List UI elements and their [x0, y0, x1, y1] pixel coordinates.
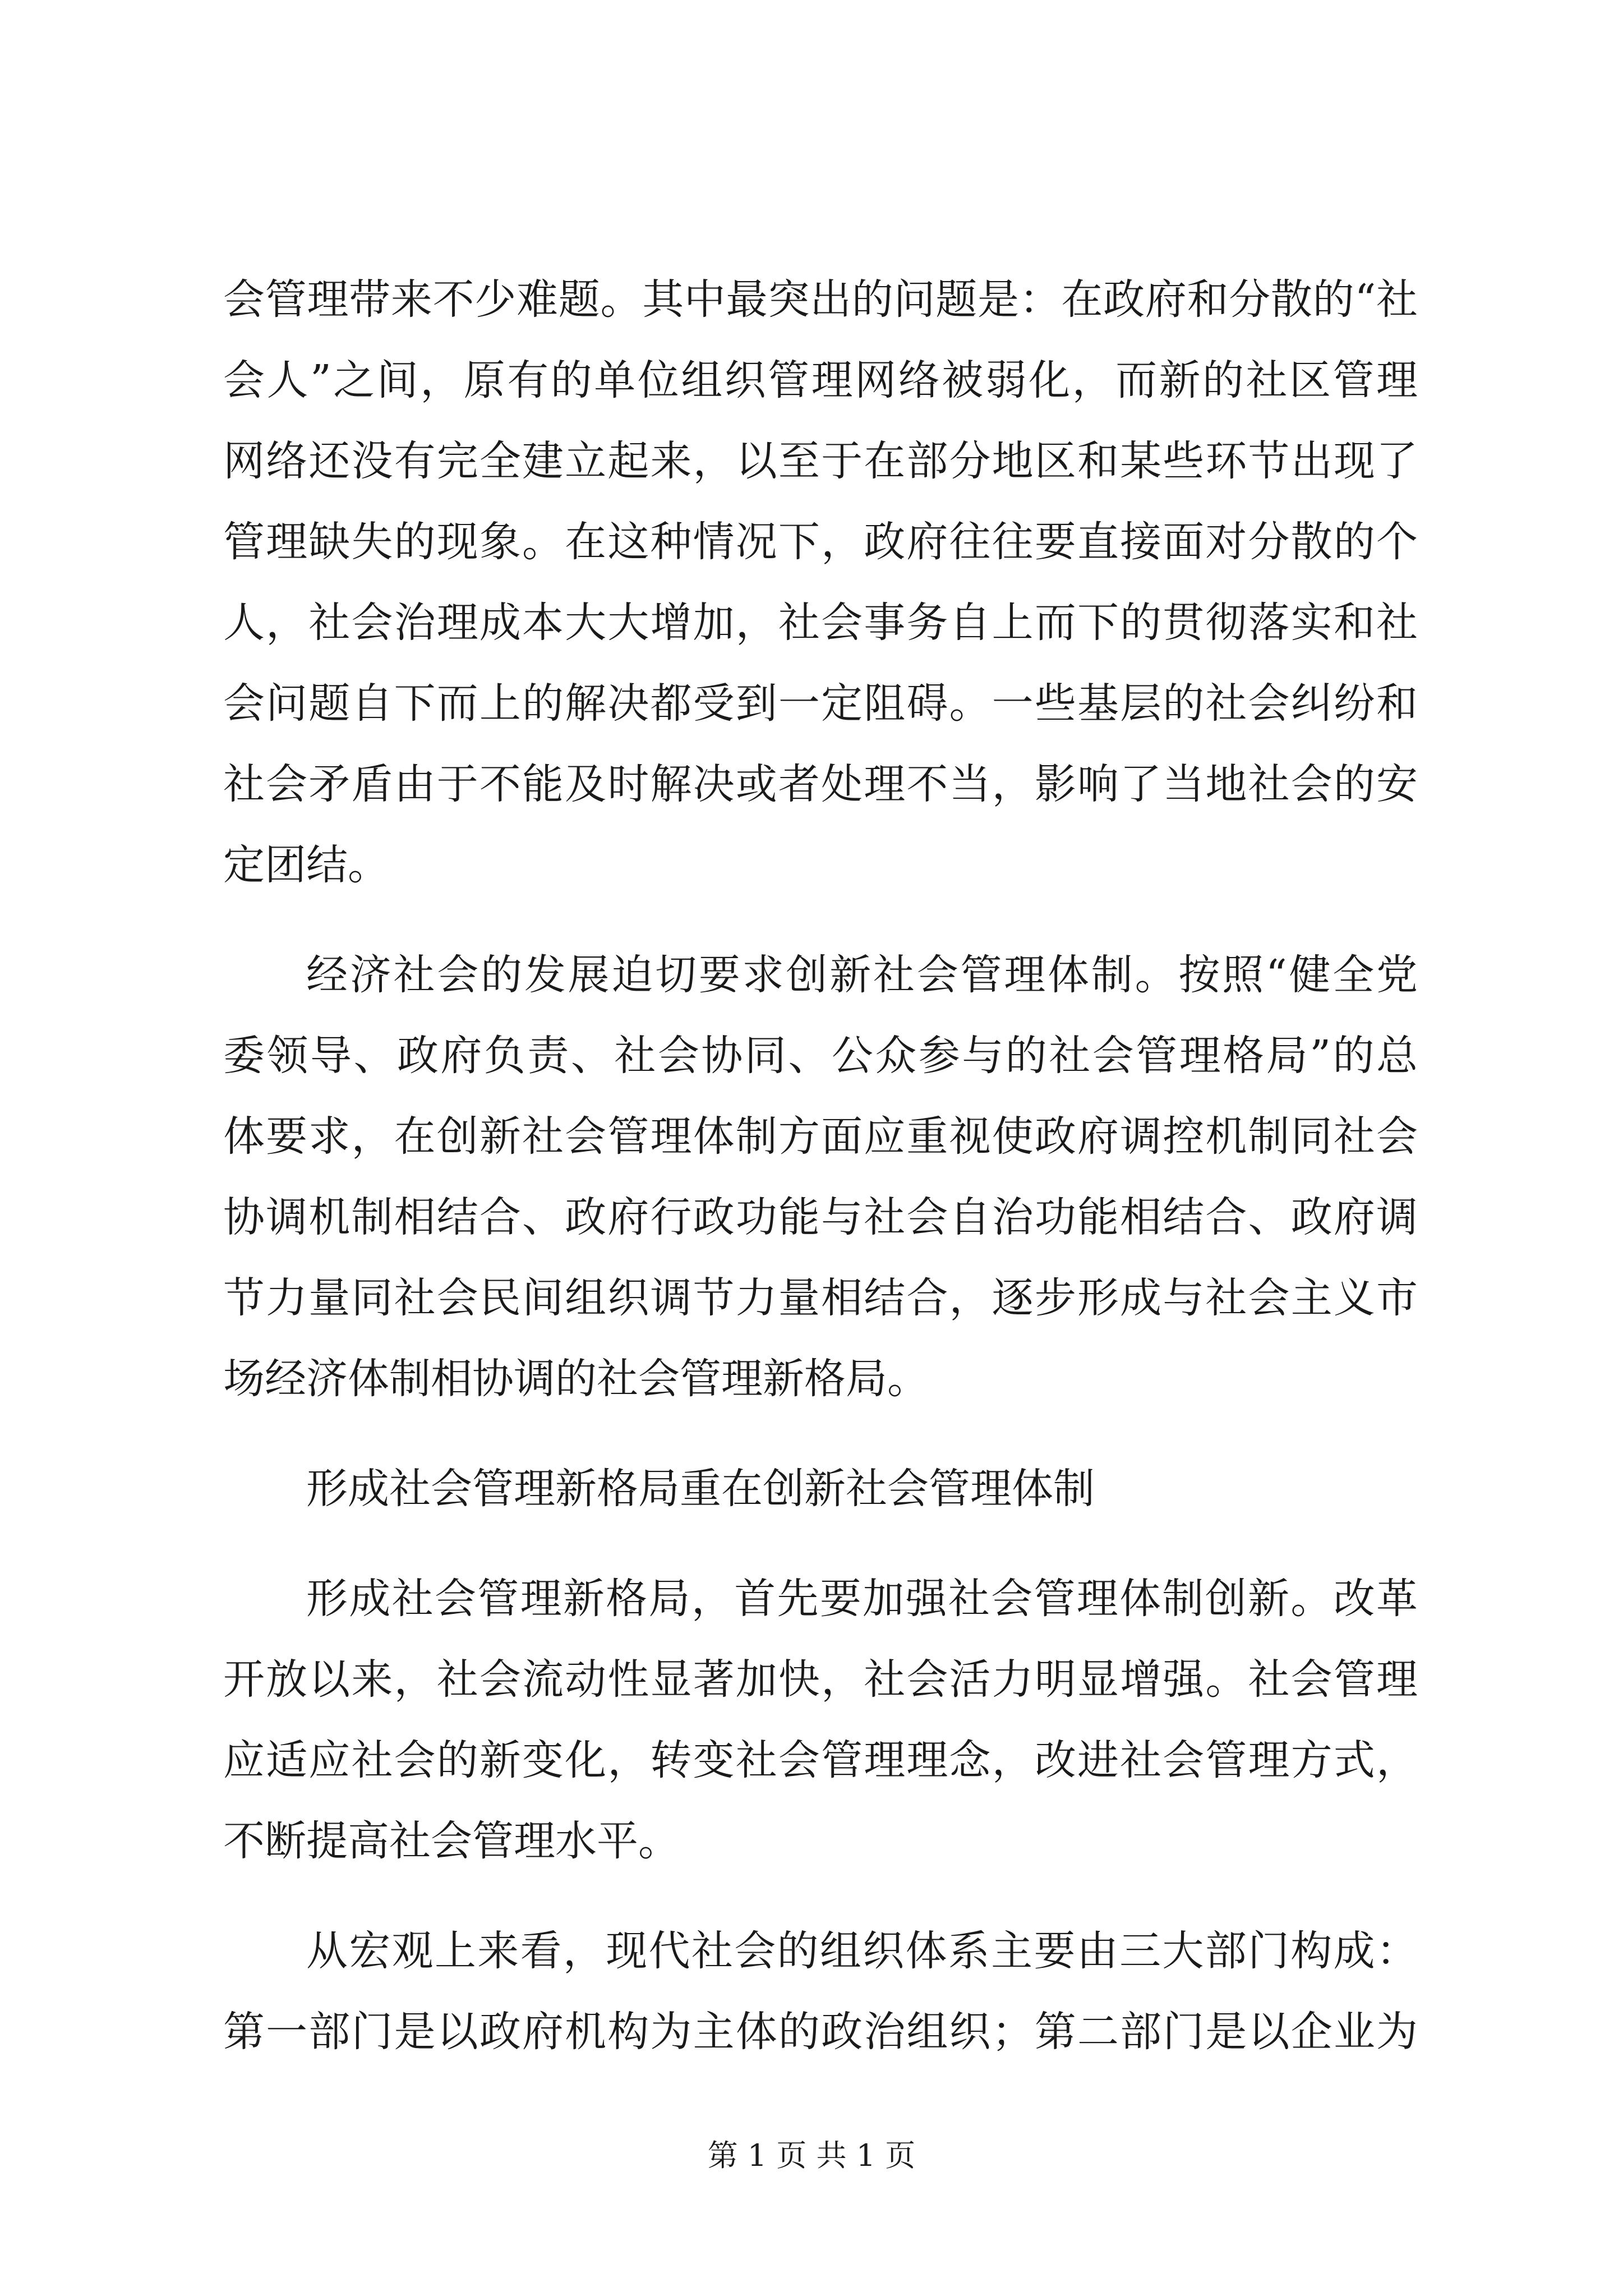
text-line: 场经济体制相协调的社会管理新格局。 — [223, 1355, 929, 1403]
text-line: 形成社会管理新格局，首先要加强社会管理体制创新。改革 — [306, 1575, 1418, 1623]
paragraph-gap — [223, 905, 1418, 935]
paragraph-gap — [223, 1419, 1418, 1448]
text-line: 委领导、政府负责、社会协同、公众参与的社会管理格局”的总 — [223, 1032, 1418, 1080]
text-line: 节力量同社会民间组织调节力量相结合，逐步形成与社会主义市 — [223, 1274, 1418, 1322]
text-line: 社会矛盾由于不能及时解决或者处理不当，影响了当地社会的安 — [223, 760, 1418, 808]
text-line: 体要求，在创新社会管理体制方面应重视使政府调控机制同社会 — [223, 1112, 1418, 1161]
paragraph-4 — [223, 1558, 1418, 1881]
paragraph-5 — [223, 1911, 1418, 2072]
text-line: 会人”之间，原有的单位组织管理网络被弱化，而新的社区管理 — [223, 356, 1418, 404]
text-line: 经济社会的发展迫切要求创新社会管理体制。按照“健全党 — [306, 951, 1418, 999]
text-line: 会问题自下而上的解决都受到一定阻碍。一些基层的社会纠纷和 — [223, 679, 1418, 728]
section-heading — [223, 1448, 1418, 1529]
document-body — [223, 259, 1418, 2072]
text-line: 人，社会治理成本大大增加，社会事务自上而下的贯彻落实和社 — [223, 599, 1418, 647]
text-line: 定团结。 — [223, 841, 389, 889]
text-line: 不断提高社会管理水平。 — [223, 1817, 680, 1865]
text-line: 从宏观上来看，现代社会的组织体系主要由三大部门构成： — [306, 1927, 1418, 1975]
section-heading-text: 形成社会管理新格局重在创新社会管理体制 — [306, 1465, 1095, 1513]
paragraph-1 — [223, 259, 1418, 905]
page-footer — [0, 2136, 1623, 2175]
page-number-label: 第 1 页 共 1 页 — [707, 2138, 916, 2173]
text-line: 协调机制相结合、政府行政功能与社会自治功能相结合、政府调 — [223, 1193, 1418, 1241]
text-line: 第一部门是以政府机构为主体的政治组织；第二部门是以企业为 — [223, 2008, 1418, 2056]
paragraph-gap — [223, 1881, 1418, 1911]
text-line: 开放以来，社会流动性显著加快，社会活力明显增强。社会管理 — [223, 1655, 1418, 1704]
paragraph-2 — [223, 935, 1418, 1419]
text-line: 网络还没有完全建立起来，以至于在部分地区和某些环节出现了 — [223, 437, 1418, 485]
text-line: 管理缺失的现象。在这种情况下，政府往往要直接面对分散的个 — [223, 518, 1418, 566]
paragraph-gap — [223, 1529, 1418, 1558]
text-line: 应适应社会的新变化，转变社会管理理念，改进社会管理方式， — [223, 1736, 1418, 1784]
text-line: 会管理带来不少难题。其中最突出的问题是：在政府和分散的“社 — [223, 275, 1418, 324]
